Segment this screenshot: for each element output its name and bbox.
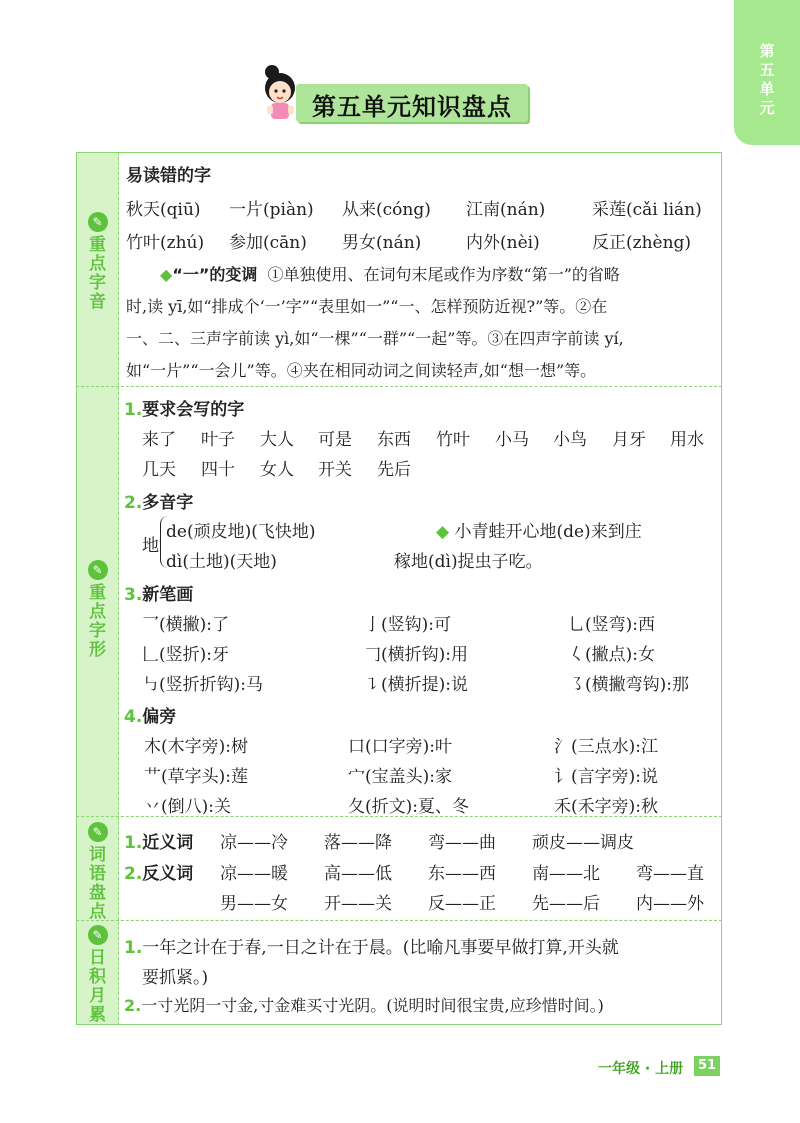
saying-text: 一年之计在于春,一日之计在于晨。(比喻凡事要早做打算,开头就	[142, 938, 619, 958]
radical-item: 木(木字旁):树	[144, 737, 248, 757]
write-word: 开关	[318, 460, 352, 480]
heading-text: 新笔画	[142, 585, 194, 605]
stroke-item: 乛(横撇):了	[142, 615, 229, 635]
pinyin-word: 参加(cān)	[229, 233, 307, 253]
heading-text: 偏旁	[142, 707, 177, 727]
pinyin-row	[126, 228, 722, 252]
polyphone-reading: de(顽皮地)(飞快地)	[166, 522, 316, 542]
word-pair: 凉——冷	[220, 833, 288, 853]
pinyin-word: 竹叶(zhú)	[126, 233, 205, 253]
stroke-item: 亅(竖钩):可	[364, 615, 451, 635]
diamond-icon: ◆	[436, 522, 455, 542]
saying-2	[124, 993, 604, 1016]
stroke-row	[142, 610, 722, 634]
pencil-icon: ✎	[88, 560, 108, 580]
page-number: 51	[694, 1056, 720, 1076]
word-pair: 弯——直	[636, 864, 704, 884]
synonyms-heading	[124, 828, 193, 853]
heading-number: 4.	[124, 707, 143, 727]
write-word: 小马	[495, 430, 529, 450]
word-pair: 男——女	[220, 894, 288, 914]
tab-char: 第	[759, 42, 775, 60]
stroke-item: 𠃊(竖折):牙	[142, 645, 229, 665]
stroke-row	[142, 640, 722, 664]
radical-row	[144, 792, 724, 816]
title-banner	[258, 62, 558, 126]
radical-item: 口(口字旁):叶	[348, 737, 452, 757]
write-word: 几天	[142, 460, 176, 480]
write-word: 月牙	[612, 430, 646, 450]
label-char: 点	[89, 602, 106, 622]
saying-text: 一寸光阴一寸金,寸金难买寸光阴。(说明时间很宝贵,应珍惜时间。)	[141, 996, 604, 1015]
pinyin-word: 秋天(qiū)	[126, 200, 201, 220]
label-char: 累	[89, 1005, 106, 1025]
write-word: 来了	[142, 430, 176, 450]
stroke-item: ㇊(横折提):说	[364, 675, 468, 695]
label-char: 积	[89, 967, 106, 987]
label-char: 重	[89, 235, 106, 255]
write-word: 女人	[260, 460, 294, 480]
label-char: 词	[89, 845, 106, 865]
stroke-item: ㇉(竖折折钩):马	[142, 675, 263, 695]
word-pair: 顽皮——调皮	[532, 833, 634, 853]
pinyin-word: 从来(cóng)	[342, 200, 431, 220]
pinyin-word: 男女(nán)	[342, 233, 422, 253]
polyphone-heading	[124, 488, 193, 513]
radical-item: 氵(三点水):江	[554, 737, 658, 757]
label-char: 盘	[89, 883, 106, 903]
diamond-icon: ◆	[160, 265, 173, 284]
section-divider	[76, 386, 722, 387]
write-word: 东西	[377, 430, 411, 450]
heading-text: 多音字	[142, 493, 194, 513]
heading-number: 2.	[124, 864, 143, 884]
heading-text: 反义词	[142, 864, 194, 884]
word-pair: 弯——曲	[428, 833, 496, 853]
word-pair: 凉——暖	[220, 864, 288, 884]
label-char: 日	[89, 948, 106, 968]
write-word: 用水	[670, 430, 704, 450]
heading-text: 要求会写的字	[142, 400, 245, 420]
saying-1	[124, 933, 619, 958]
example-text: 稼地(dì)捉虫子吃。	[394, 552, 543, 572]
word-pair: 开——关	[324, 894, 392, 914]
write-word: 小鸟	[553, 430, 587, 450]
stroke-item: 乚(竖弯):西	[568, 615, 655, 635]
label-char: 字	[89, 273, 106, 293]
title-box	[296, 84, 528, 122]
label-char: 点	[89, 902, 106, 922]
radical-item: 宀(宝盖头):家	[348, 767, 452, 787]
grade-label: 一年级 · 上册	[598, 1061, 684, 1077]
pinyin-row	[126, 195, 722, 219]
heading-text: 近义词	[142, 833, 194, 853]
polyphone-example	[436, 517, 642, 542]
tone-text: 时,读 yī,如“排成个‘一’字”“表里如一”“一、怎样预防近视?”等。②在	[126, 297, 608, 316]
word-pair: 先——后	[532, 894, 600, 914]
antonyms-heading	[124, 859, 193, 884]
radical-row	[144, 732, 724, 756]
heading-number: 1.	[124, 833, 143, 853]
section-label-words	[76, 822, 119, 922]
heading-number: 3.	[124, 585, 143, 605]
label-char: 重	[89, 583, 106, 603]
tone-text: 一、二、三声字前读 yì,如“一棵”“一群”“一起”等。③在四声字前读 yí,	[126, 329, 624, 348]
tone-text: 如“一片”“一会儿”等。④夹在相同动词之间读轻声,如“想一想”等。	[126, 361, 597, 380]
label-char: 点	[89, 254, 106, 274]
item-number: 2.	[124, 996, 142, 1015]
label-char: 月	[89, 986, 106, 1006]
pencil-icon: ✎	[88, 822, 108, 842]
strokes-heading	[124, 580, 193, 605]
write-word: 可是	[318, 430, 352, 450]
pinyin-word: 反正(zhèng)	[592, 233, 692, 253]
tone-text: ①单独使用、在词句末尾或作为序数“第一”的省略	[267, 265, 620, 284]
pinyin-heading: 易读错的字	[126, 166, 211, 186]
word-pair: 高——低	[324, 864, 392, 884]
write-heading	[124, 395, 244, 420]
radical-item: 夂(折文):夏、冬	[348, 797, 469, 817]
write-word: 叶子	[201, 430, 235, 450]
stroke-item: 𡿨(撇点):女	[568, 645, 655, 665]
tone-heading: “一”的变调	[172, 265, 258, 284]
antonym-row	[220, 859, 720, 883]
write-word: 先后	[377, 460, 411, 480]
section-label-characters	[76, 560, 119, 660]
polyphone-char: 地	[142, 536, 159, 556]
stroke-item: ㇌(横撇弯钩):那	[568, 675, 689, 695]
radical-item: 讠(言字旁):说	[554, 767, 658, 787]
radical-item: 禾(禾字旁):秋	[554, 797, 658, 817]
item-number: 1.	[124, 938, 143, 958]
radical-row	[144, 762, 724, 786]
write-word: 四十	[201, 460, 235, 480]
section-divider	[76, 920, 722, 921]
stroke-row	[142, 670, 722, 694]
word-pair: 东——西	[428, 864, 496, 884]
write-word: 大人	[260, 430, 294, 450]
label-char: 语	[89, 864, 106, 884]
stroke-item: 𠃌(横折钩):用	[364, 645, 468, 665]
section-label-pinyin	[76, 212, 119, 312]
label-char: 音	[89, 292, 106, 312]
tab-char: 单	[759, 80, 775, 98]
synonym-row	[220, 828, 720, 852]
radical-item: 丷(倒八):关	[144, 797, 231, 817]
word-pair: 落——降	[324, 833, 392, 853]
label-char: 字	[89, 621, 106, 641]
pinyin-word: 内外(nèi)	[466, 233, 540, 253]
saying-text: 要抓紧。)	[142, 968, 209, 988]
heading-number: 2.	[124, 493, 143, 513]
tone-rule-line	[160, 262, 620, 285]
polyphone-reading: dì(土地)(天地)	[166, 552, 277, 572]
pinyin-word: 一片(piàn)	[229, 200, 314, 220]
radicals-heading	[124, 702, 176, 727]
pinyin-word: 采莲(cǎi lián)	[592, 200, 702, 220]
tab-char: 元	[759, 99, 775, 117]
word-pair: 南——北	[532, 864, 600, 884]
word-pair: 内——外	[636, 894, 704, 914]
radical-item: 艹(草字头):莲	[144, 767, 248, 787]
page-title: 第五单元知识盘点	[312, 93, 512, 121]
write-row	[142, 425, 722, 449]
unit-tab	[734, 0, 800, 145]
section-label-accumulation	[76, 925, 119, 1025]
write-row	[142, 455, 722, 479]
heading-number: 1.	[124, 400, 143, 420]
example-text: 小青蛙开心地(de)来到庄	[454, 522, 642, 542]
pencil-icon: ✎	[88, 925, 108, 945]
word-pair: 反——正	[428, 894, 496, 914]
tab-char: 五	[759, 61, 775, 79]
pencil-icon: ✎	[88, 212, 108, 232]
write-word: 竹叶	[436, 430, 470, 450]
label-char: 形	[89, 640, 106, 660]
antonym-row	[220, 889, 720, 913]
pinyin-word: 江南(nán)	[466, 200, 546, 220]
